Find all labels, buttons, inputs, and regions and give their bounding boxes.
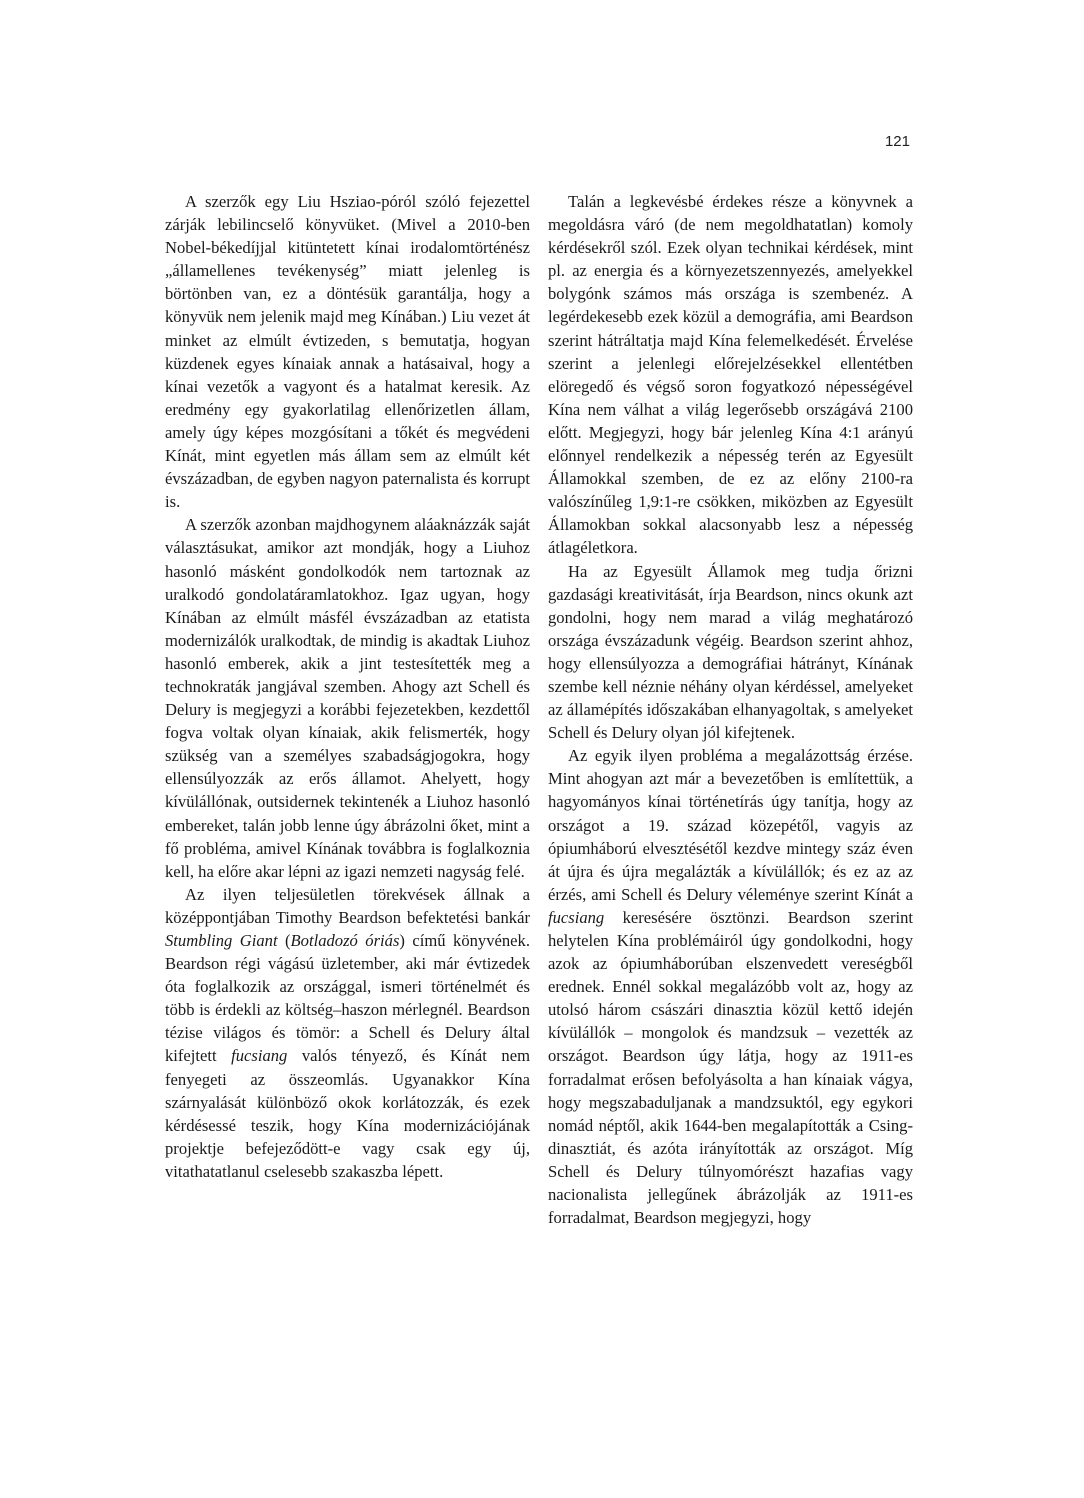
text-run: Az egyik ilyen probléma a megalázottság érzése. Mint ahogyan azt már a bevezetőben is említettük, a hagyományos kínai történetírás úgy tanítja, hogy az országot a 19. század közepétől, vagyis az ópiumháború elvesztésétől kezdve mintegy száz éven át újra és újra megalázták a kívülállók; és ez az az érzés, ami Schell és Delury véleménye szerint Kínát a [548, 746, 913, 904]
left-column [165, 190, 530, 1183]
paragraph [165, 190, 530, 513]
text-run: A szerzők azonban majdhogynem aláaknázzák saját választásukat, amikor azt mondják, hogy a Liuhoz hasonló másként gondolkodók nem tartoznak az uralkodó gondolatáramlatokhoz. Igaz ugyan, hogy Kínában az elmúlt másfél évszázadban az etatista modernizálók uralkodtak, de mindig is akadtak Liuhoz hasonló emberek, akik a jint testesítették meg a technokraták jangjával szemben. Ahogy azt Schell és Delury is megjegyzi a korábbi fejezetekben, kezdettől fogva voltak olyan kínaiak, akik felismerték, hogy szükség van a személyes szabadságjogokra, hogy ellensúlyozzák az erős államot. Ahelyett, hogy kívülállónak, outsidernek tekintenék a Liuhoz hasonló embereket, talán jobb lenne úgy ábrázolni őket, mint a fő probléma, amivel Kínának továbbra is foglalkoznia kell, ha előre akar lépni az igazi nemzeti nagyság felé. [165, 515, 530, 881]
paragraph [165, 883, 530, 1183]
text-run: Ha az Egyesült Államok meg tudja őrizni gazdasági kreativitását, írja Beardson, nincs okunk azt gondolni, hogy nem marad a világ meghatározó országa évszázadunk végéig. Beardson szerint ahhoz, hogy ellensúlyozza a demográfiai hátrányt, Kínának szembe kell néznie néhány olyan kérdéssel, amelyeket az államépítés időszakában elhanyagoltak, s amelyeket Schell és Delury olyan jól kifejtenek. [548, 561, 913, 743]
text-run: A szerzők egy Liu Hsziao-póról szóló fejezettel zárják lebilincselő könyvüket. (Mivel a 2010-ben Nobel-békedíjjal kitüntetett kínai irodalomtörténész „államellenes tevékenység” miatt jelenleg is börtönben van, ez a döntésük garantálja, hogy a könyvük nem jelenik majd meg Kínában.) Liu vezet át minket az elmúlt évtizeden, s bemutatja, hogyan küzdenek egyes kínaiak annak a hatásaival, hogy a kínai vezetők a vagyont és a hatalmat keresik. Az eredmény egy gyakorlatilag ellenőrizetlen állam, amely úgy képes mozgósítani a tőkét és megvédeni Kínát, mint egyetlen más állam sem az elmúlt két évszázadban, de egyben nagyon paternalista és korrupt is. [165, 192, 530, 512]
italic-text: fucsiang [231, 1046, 288, 1066]
italic-text: Stumbling Giant [165, 931, 278, 950]
text-run: valós tényező, és Kínát nem fenyegeti az összeomlás. Ugyanakkor Kína szárnyalását különböző okok korlátozzák, és ezek kérdésessé teszik, hogy Kína modernizációjának projektje befejeződött-e vagy csak egy új, vitathatatlanul cselesebb szakaszba lépett. [165, 1046, 530, 1181]
text-run: ) című könyvének. Beardson régi vágású üzletember, aki már évtizedek óta foglalkozik az országgal, ismeri történelmét és több is érdekli az költség–haszon mérlegnél. Beardson tézise világos és tömör: a Schell és Delury által kifejtett [165, 931, 530, 1066]
italic-text: Botladozó óriás [290, 931, 400, 950]
page-number: 121 [884, 133, 910, 150]
text-run: keresésére ösztönzi. Beardson szerint helytelen Kína problémáiról úgy gondolkodni, hogy azok az ópiumháborúban elszenvedett vereségből erednek. Ennél sokkal megalázóbb volt az, hogy az utolsó három császári dinasztia közül kettő idején kívülállók – mongolok és mandzsuk – vezették az országot. Beardson úgy látja, hogy az 1911-es forradalmat erősen befolyásolta a han kínaiak vágya, hogy megszabaduljanak a mandzsuktól, egy egykori nomád néptől, akik 1644-ben megalapították a Csing-dinasztiát, és azóta irányították az országot. Míg Schell és Delury túlnyomórészt hazafias vagy nacionalista jellegűnek ábrázolják az 1911-es forradalmat, Beardson megjegyzi, hogy [548, 907, 913, 1228]
paragraph [165, 513, 530, 883]
paragraph [548, 744, 913, 1229]
right-column [548, 190, 913, 1229]
paragraph [548, 190, 913, 560]
text-run: Talán a legkevésbé érdekes része a könyvnek a megoldásra váró (de nem megoldhatatlan) komoly kérdésekről szól. Ezek olyan technikai kérdések, mint pl. az energia és a környezetszennyezés, amelyekkel bolygónk számos más országa is szembenéz. A legérdekesebb ezek közül a demográfia, ami Beardson szerint hátráltatja majd Kína felemelkedését. Érvelése szerint a jelenlegi előrejelzésekkel ellentétben elöregedő és végső soron fogyatkozó népességével Kína nem válhat a világ legerősebb országává 2100 előtt. Megjegyzi, hogy bár jelenleg Kína 4:1 arányú előnnyel rendelkezik a népesség terén az Egyesült Államokkal szemben, de ez az előny 2100-ra valószínűleg 1,9:1-re csökken, miközben az Egyesült Államokban sokkal alacsonyabb lesz a népesség átlagéletkora. [548, 192, 913, 558]
text-run: ( [277, 931, 291, 950]
text-run: Az ilyen teljesületlen törekvések állnak a középpontjában Timothy Beardson befektetési bankár [165, 884, 530, 927]
italic-text: fucsiang [548, 907, 605, 927]
paragraph [548, 560, 913, 745]
